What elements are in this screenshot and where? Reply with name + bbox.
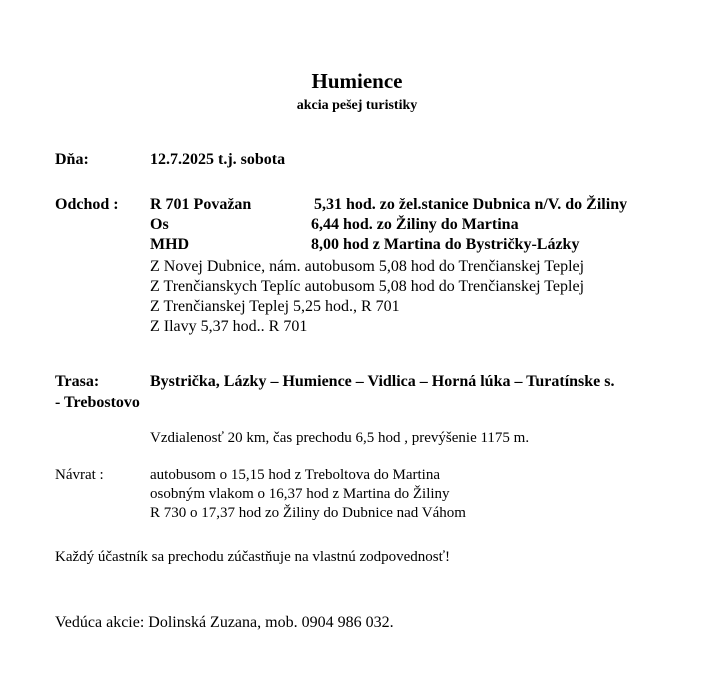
alternative-departure: Z Trenčianskej Teplej 5,25 hod., R 701	[150, 298, 400, 315]
train-name: R 701 Považan	[150, 196, 252, 213]
alternative-departure: Z Trenčianskych Teplíc autobusom 5,08 hod do Trenčianskej Teplej	[150, 278, 585, 295]
return-line: osobným vlakom o 16,37 hod z Martina do Žiliny	[150, 486, 450, 502]
route-line: Bystrička, Lázky – Humience – Vidlica – Horná lúka – Turatínske s.	[150, 373, 615, 390]
document-title: Humience	[311, 69, 403, 93]
train-name: MHD	[150, 236, 190, 253]
event-leader: Vedúca akcie: Dolinská Zuzana, mob. 0904 986 032.	[55, 614, 394, 631]
document-subtitle: akcia pešej turistiky	[296, 98, 418, 113]
departure-label: Odchod :	[55, 196, 119, 213]
train-name: Os	[150, 216, 169, 233]
date-value: 12.7.2025 t.j. sobota	[150, 151, 286, 168]
train-info: 8,00 hod z Martina do Bystričky-Lázky	[311, 236, 580, 253]
route-label: Trasa:	[55, 373, 100, 390]
train-info: 6,44 hod. zo Žiliny do Martina	[311, 216, 519, 233]
alternative-departure: Z Ilavy 5,37 hod.. R 701	[150, 318, 308, 335]
route-line-continued: - Trebostovo	[55, 394, 140, 411]
return-line: R 730 o 17,37 hod zo Žiliny do Dubnice nad Váhom	[150, 505, 466, 521]
train-info: 5,31 hod. zo žel.stanice Dubnica n/V. do Žiliny	[314, 196, 628, 213]
return-label: Návrat :	[55, 467, 104, 483]
date-label: Dňa:	[55, 151, 89, 168]
return-line: autobusom o 15,15 hod z Treboltova do Martina	[150, 467, 440, 483]
route-details: Vzdialenosť 20 km, čas prechodu 6,5 hod , prevýšenie 1175 m.	[150, 430, 530, 446]
responsibility-notice: Každý účastník sa prechodu zúčastňuje na vlastnú zodpovednosť!	[55, 549, 451, 565]
alternative-departure: Z Novej Dubnice, nám. autobusom 5,08 hod do Trenčianskej Teplej	[150, 258, 585, 275]
